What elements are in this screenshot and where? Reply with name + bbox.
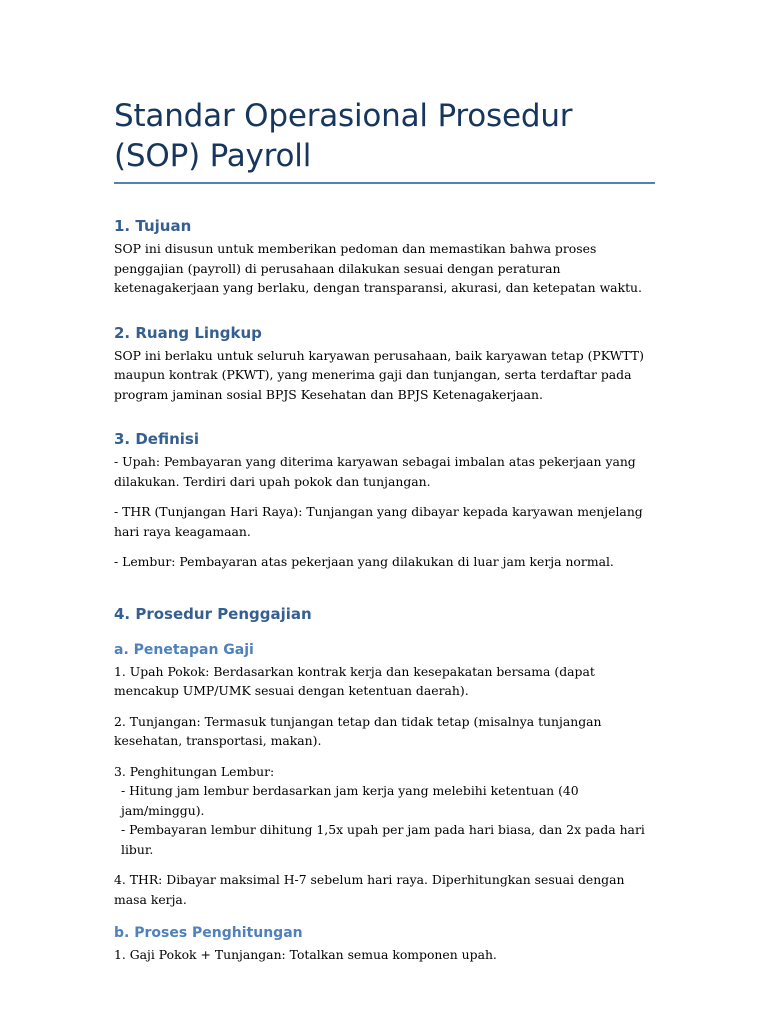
heading-tujuan: 1. Tujuan (114, 217, 192, 235)
penghitungan-item-gaji-pokok: 1. Gaji Pokok + Tunjangan: Totalkan semua komponen upah. (114, 947, 497, 962)
heading-ruang-lingkup: 2. Ruang Lingkup (114, 323, 262, 342)
penetapan-item-thr: 4. THR: Dibayar maksimal H-7 sebelum hari raya. Diperhitungkan sesuai dengan masa kerja. (114, 872, 625, 907)
definisi-item-upah: - Upah: Pembayaran yang diterima karyawan sebagai imbalan atas pekerjaan yang dilakukan. Terdiri dari upah pokok dan tunjangan. (114, 454, 636, 489)
lembur-subitem-pembayaran: - Pembayaran lembur dihitung 1,5x upah per jam pada hari biasa, dan 2x pada hari libur. (121, 822, 645, 857)
definisi-item-thr: - THR (Tunjangan Hari Raya): Tunjangan yang dibayar kepada karyawan menjelang hari raya keagamaan. (114, 504, 643, 539)
heading-definisi: 3. Definisi (114, 430, 199, 448)
penetapan-item-upah-pokok: 1. Upah Pokok: Berdasarkan kontrak kerja dan kesepakatan bersama (dapat mencakup UMP/UMK sesuai dengan ketentuan daerah). (114, 663, 595, 698)
penetapan-item-tunjangan: 2. Tunjangan: Termasuk tunjangan tetap dan tidak tetap (misalnya tunjangan kesehatan, transportasi, makan). (114, 713, 602, 748)
paragraph-tujuan: SOP ini disusun untuk memberikan pedoman dan memastikan bahwa proses penggajian (payroll) di perusahaan dilakukan sesuai dengan peraturan ketenagakerjaan yang berlaku, dengan transparansi, akurasi, dan ketepatan waktu. (114, 241, 642, 295)
paragraph-ruang-lingkup: SOP ini berlaku untuk seluruh karyawan perusahaan, baik karyawan tetap (PKWTT) maupun kontrak (PKWT), yang menerima gaji dan tunjangan, serta terdaftar pada program jaminan sosial BPJS Kesehatan dan BPJS Ketenagakerjaan. (114, 347, 644, 402)
lembur-subitem-jam: - Hitung jam lembur berdasarkan jam kerja yang melebihi ketentuan (40 jam/minggu). (121, 783, 579, 818)
document-title: Standar Operasional Prosedur (SOP) Payroll (114, 98, 573, 174)
definisi-item-lembur: - Lembur: Pembayaran atas pekerjaan yang dilakukan di luar jam kerja normal. (114, 554, 614, 569)
document-page (114, 96, 655, 965)
heading-prosedur-penggajian: 4. Prosedur Penggajian (114, 604, 312, 623)
penetapan-item-lembur: 3. Penghitungan Lembur: (114, 763, 275, 779)
subheading-proses-penghitungan: b. Proses Penghitungan (114, 925, 303, 941)
subheading-penetapan-gaji: a. Penetapan Gaji (114, 641, 254, 658)
title-divider (114, 182, 655, 184)
